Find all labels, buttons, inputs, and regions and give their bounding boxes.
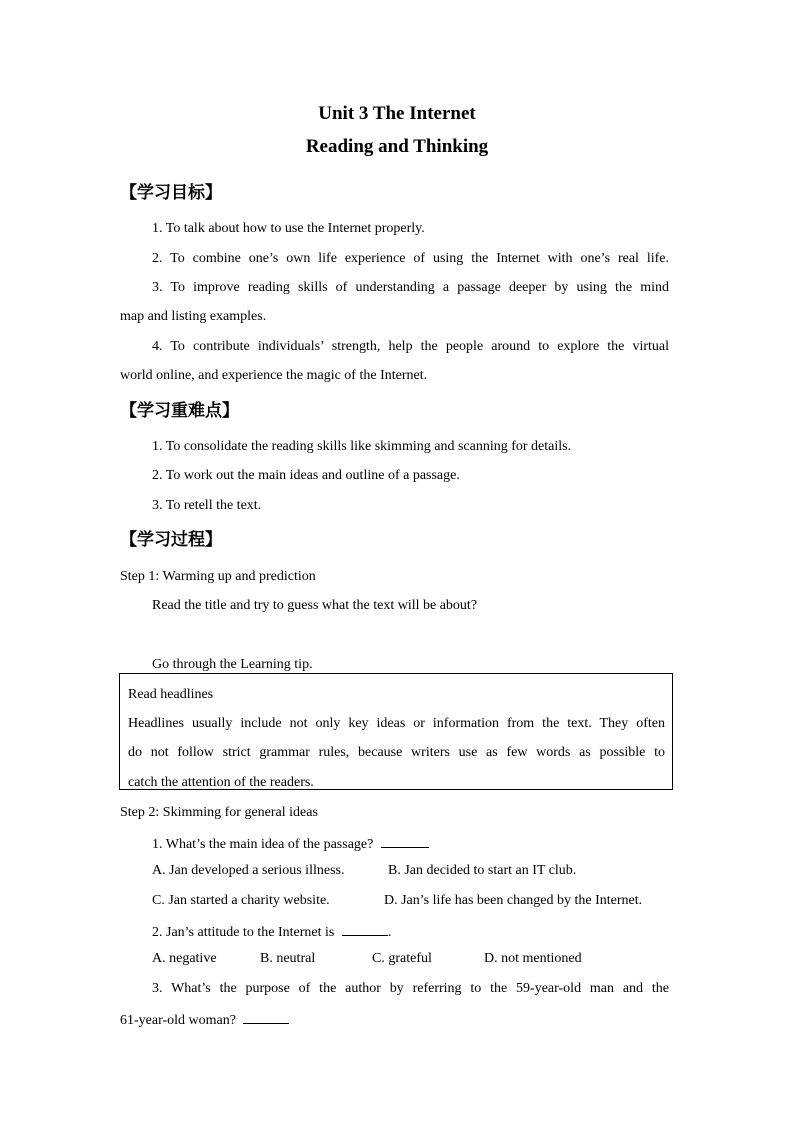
page-title: Unit 3 The Internet: [318, 103, 476, 124]
objective-item: 4. To contribute individuals’ strength, help the people around to explore the virtual: [152, 339, 669, 354]
key-point-item: 3. To retell the text.: [152, 498, 262, 513]
q1-option-b: B. Jan decided to start an IT club.: [388, 863, 577, 878]
question-2: [152, 921, 391, 942]
q1-option-d: D. Jan’s life has been changed by the Internet.: [384, 893, 643, 908]
q2-option-a: A. negative: [152, 951, 217, 966]
question-2-text: 2. Jan’s attitude to the Internet is: [152, 925, 335, 940]
objective-item: 1. To talk about how to use the Internet properly.: [152, 221, 425, 236]
question-3-line1: 3. What’s the purpose of the author by referring to the 59-year-old man and the: [152, 981, 669, 996]
objective-item: 3. To improve reading skills of understanding a passage deeper by using the mind: [152, 280, 669, 295]
key-point-item: 2. To work out the main ideas and outline of a passage.: [152, 468, 460, 483]
objective-item: 2. To combine one’s own life experience of using the Internet with one’s real life.: [152, 251, 669, 266]
step1-prompt: Read the title and try to guess what the text will be about?: [152, 598, 478, 613]
q2-option-b: B. neutral: [260, 951, 316, 966]
objective-item-continued: world online, and experience the magic of the Internet.: [120, 368, 428, 383]
tip-box-title: Read headlines: [128, 687, 214, 702]
learning-tip-box: [119, 673, 673, 790]
step2-title: Step 2: Skimming for general ideas: [120, 805, 318, 820]
question-2-end: .: [387, 925, 392, 940]
key-point-item: 1. To consolidate the reading skills like skimming and scanning for details.: [152, 439, 572, 454]
tip-box-line: Headlines usually include not only key ideas or information from the text. They often: [128, 716, 665, 731]
question-1-text: 1. What’s the main idea of the passage?: [152, 837, 374, 852]
answer-blank[interactable]: [243, 1009, 289, 1024]
objective-item-continued: map and listing examples.: [120, 309, 267, 324]
key-points-heading: 【学习重难点】: [120, 401, 239, 421]
objectives-heading: 【学习目标】: [120, 183, 222, 203]
step1-title: Step 1: Warming up and prediction: [120, 569, 316, 584]
q2-option-c: C. grateful: [372, 951, 432, 966]
answer-blank[interactable]: [381, 833, 429, 848]
q2-option-d: D. not mentioned: [484, 951, 582, 966]
learning-tip-intro: Go through the Learning tip.: [152, 657, 313, 672]
tip-box-line: catch the attention of the readers.: [128, 775, 314, 790]
tip-box-line: do not follow strict grammar rules, because writers use as few words as possible to: [128, 745, 665, 760]
question-3-line2: [120, 1009, 289, 1030]
page-subtitle: Reading and Thinking: [305, 136, 489, 157]
question-3-text: 61-year-old woman?: [120, 1013, 236, 1028]
q1-option-c: C. Jan started a charity website.: [152, 893, 330, 908]
q1-option-a: A. Jan developed a serious illness.: [152, 863, 345, 878]
process-heading: 【学习过程】: [120, 530, 222, 550]
answer-blank[interactable]: [342, 921, 388, 936]
question-1: [152, 833, 429, 854]
